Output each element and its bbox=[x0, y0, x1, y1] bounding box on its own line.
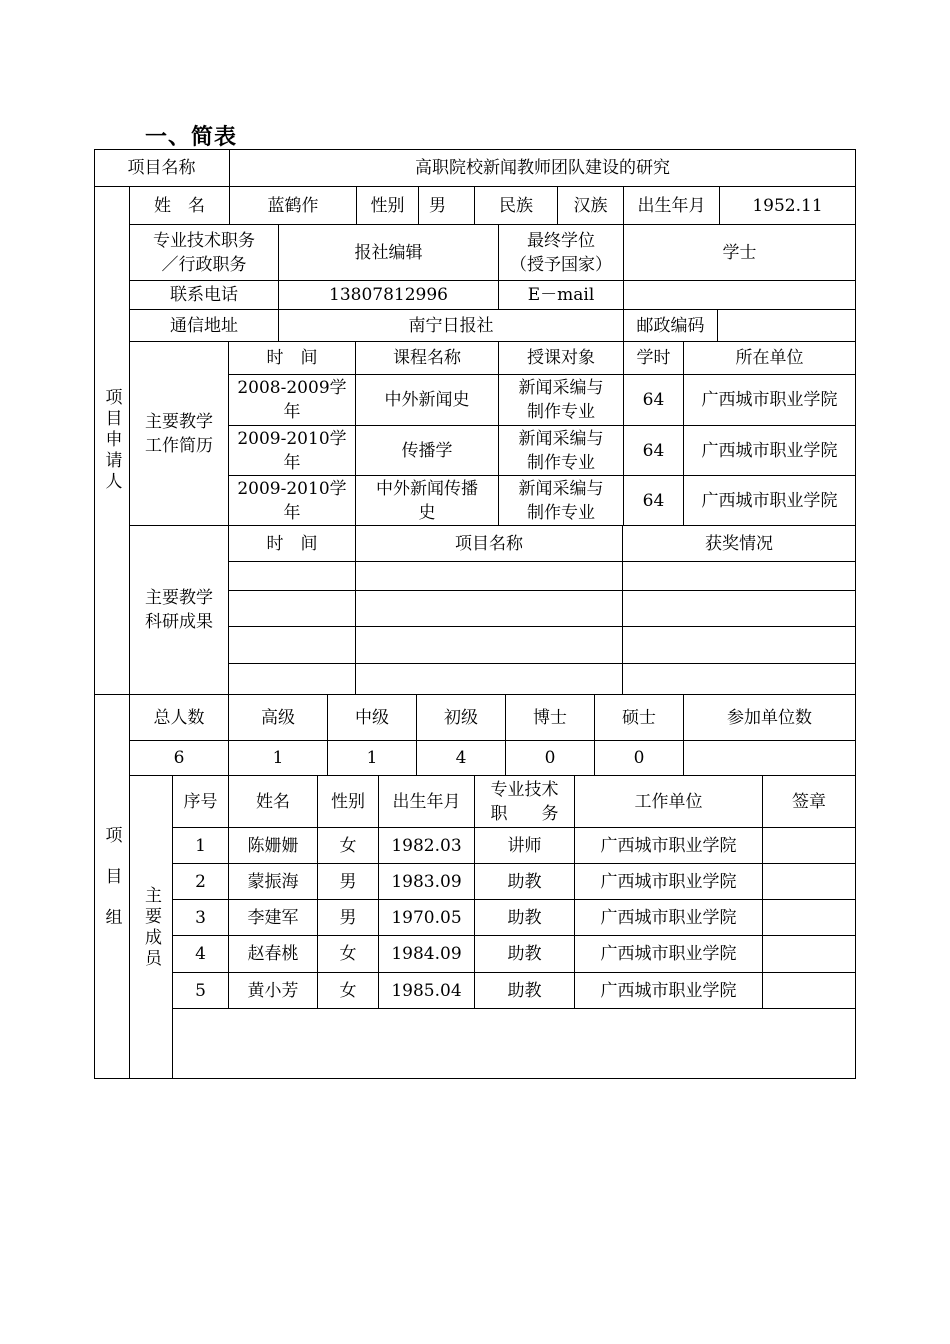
member-name: 黄小芳 bbox=[229, 973, 318, 1009]
stat-value-phd: 0 bbox=[506, 741, 595, 776]
teaching-row-target bbox=[499, 476, 624, 526]
member-sign bbox=[763, 900, 856, 936]
member-header-unit: 工作单位 bbox=[575, 776, 763, 828]
teaching-course-line1: 中外新闻传播 bbox=[376, 478, 478, 499]
teaching-course-line2: 史 bbox=[418, 502, 436, 523]
member-sign bbox=[763, 936, 856, 973]
teaching-time-line2: 年 bbox=[283, 502, 301, 523]
stat-value-intermediate: 1 bbox=[328, 741, 417, 776]
teaching-row-time bbox=[229, 426, 356, 476]
degree-label-line2: （授予国家） bbox=[510, 254, 612, 275]
member-unit: 广西城市职业学院 bbox=[575, 864, 763, 900]
member-title: 讲师 bbox=[475, 828, 575, 864]
summary-table bbox=[94, 149, 856, 1079]
teaching-target-line2: 制作专业 bbox=[527, 452, 595, 473]
section-heading: 一、简表 bbox=[145, 125, 238, 150]
member-empty-row bbox=[173, 1009, 856, 1079]
email-value bbox=[624, 281, 856, 310]
project-name-value: 高职院校新闻教师团队建设的研究 bbox=[230, 149, 856, 187]
member-title: 助教 bbox=[475, 864, 575, 900]
stat-header-units: 参加单位数 bbox=[684, 695, 856, 741]
teaching-row-course: 中外新闻史 bbox=[356, 375, 499, 426]
research-header-project: 项目名称 bbox=[356, 526, 623, 562]
member-sign bbox=[763, 828, 856, 864]
research-header-award: 获奖情况 bbox=[623, 526, 856, 562]
ethnicity-label: 民族 bbox=[475, 187, 558, 225]
teaching-row-time bbox=[229, 375, 356, 426]
stat-value-senior: 1 bbox=[229, 741, 328, 776]
teaching-time-line1: 2008-2009学 bbox=[237, 378, 347, 398]
teaching-label-line2: 工作简历 bbox=[145, 435, 213, 456]
title-label-line2: ／行政职务 bbox=[161, 254, 247, 275]
teaching-time-line1: 2009-2010学 bbox=[237, 478, 347, 499]
member-gender: 男 bbox=[318, 864, 379, 900]
gender-label: 性别 bbox=[357, 187, 419, 225]
teaching-row-hours: 64 bbox=[624, 426, 684, 476]
teaching-header-hours: 学时 bbox=[624, 342, 684, 375]
title-value: 报社编辑 bbox=[279, 225, 499, 281]
teaching-row-target bbox=[499, 426, 624, 476]
research-cell bbox=[229, 562, 356, 591]
teaching-target-line2: 制作专业 bbox=[527, 402, 595, 422]
teaching-header-course: 课程名称 bbox=[356, 342, 499, 375]
name-label: 姓 名 bbox=[130, 187, 230, 225]
member-header-no: 序号 bbox=[173, 776, 229, 828]
stat-value-units bbox=[684, 741, 856, 776]
stat-value-junior: 4 bbox=[417, 741, 506, 776]
research-header-time: 时 间 bbox=[229, 526, 356, 562]
member-birth: 1984.09 bbox=[379, 936, 475, 973]
gender-value: 男 bbox=[419, 187, 475, 225]
teaching-target-line1: 新闻采编与 bbox=[518, 428, 604, 449]
stat-header-intermediate: 中级 bbox=[328, 695, 417, 741]
member-name: 赵春桃 bbox=[229, 936, 318, 973]
teaching-history-label bbox=[130, 342, 229, 526]
member-unit: 广西城市职业学院 bbox=[575, 828, 763, 864]
research-cell bbox=[356, 591, 623, 627]
title-label bbox=[130, 225, 279, 281]
member-gender: 女 bbox=[318, 936, 379, 973]
member-birth: 1970.05 bbox=[379, 900, 475, 936]
teaching-header-unit: 所在单位 bbox=[684, 342, 856, 375]
member-title: 助教 bbox=[475, 936, 575, 973]
member-sign bbox=[763, 864, 856, 900]
member-birth: 1985.04 bbox=[379, 973, 475, 1009]
degree-value: 学士 bbox=[624, 225, 856, 281]
research-cell bbox=[623, 627, 856, 664]
title-label-line1: 专业技术职务 bbox=[153, 230, 255, 251]
teaching-row-time bbox=[229, 476, 356, 526]
teaching-row-unit: 广西城市职业学院 bbox=[684, 375, 856, 426]
member-title: 助教 bbox=[475, 900, 575, 936]
applicant-section-label bbox=[94, 187, 130, 695]
teaching-target-line2: 制作专业 bbox=[527, 502, 595, 523]
member-sign bbox=[763, 973, 856, 1009]
group-section-text: 项目组 bbox=[101, 825, 122, 949]
member-header-name: 姓名 bbox=[229, 776, 318, 828]
email-label: E－mail bbox=[499, 281, 624, 310]
member-name: 蒙振海 bbox=[229, 864, 318, 900]
member-name: 李建军 bbox=[229, 900, 318, 936]
stat-header-phd: 博士 bbox=[506, 695, 595, 741]
member-header-birth: 出生年月 bbox=[379, 776, 475, 828]
stat-value-master: 0 bbox=[595, 741, 684, 776]
teaching-time-line2: 年 bbox=[283, 402, 301, 422]
research-cell bbox=[623, 591, 856, 627]
member-no: 2 bbox=[173, 864, 229, 900]
research-cell bbox=[623, 664, 856, 695]
ethnicity-value: 汉族 bbox=[558, 187, 624, 225]
stat-header-total: 总人数 bbox=[130, 695, 229, 741]
member-title: 助教 bbox=[475, 973, 575, 1009]
member-header-title bbox=[475, 776, 575, 828]
research-cell bbox=[229, 664, 356, 695]
degree-label-line1: 最终学位 bbox=[527, 230, 595, 251]
stat-header-junior: 初级 bbox=[417, 695, 506, 741]
teaching-row-hours: 64 bbox=[624, 375, 684, 426]
member-gender: 女 bbox=[318, 973, 379, 1009]
phone-value: 13807812996 bbox=[279, 281, 499, 310]
member-no: 5 bbox=[173, 973, 229, 1009]
member-no: 4 bbox=[173, 936, 229, 973]
member-no: 1 bbox=[173, 828, 229, 864]
stat-header-master: 硕士 bbox=[595, 695, 684, 741]
teaching-row-course bbox=[356, 476, 499, 526]
degree-label bbox=[499, 225, 624, 281]
applicant-section-text: 项目申请人 bbox=[101, 388, 122, 493]
member-header-sign: 签章 bbox=[763, 776, 856, 828]
teaching-row-unit: 广西城市职业学院 bbox=[684, 426, 856, 476]
stat-header-senior: 高级 bbox=[229, 695, 328, 741]
name-value: 蓝鹤作 bbox=[230, 187, 357, 225]
teaching-row-course: 传播学 bbox=[356, 426, 499, 476]
teaching-row-target bbox=[499, 375, 624, 426]
birth-label: 出生年月 bbox=[624, 187, 720, 225]
research-cell bbox=[229, 627, 356, 664]
member-header-title-line2: 职 务 bbox=[490, 803, 559, 824]
group-section-label bbox=[94, 695, 130, 1079]
research-label-line2: 科研成果 bbox=[145, 612, 213, 632]
members-label bbox=[130, 776, 173, 1079]
member-unit: 广西城市职业学院 bbox=[575, 936, 763, 973]
address-value: 南宁日报社 bbox=[279, 310, 624, 342]
member-no: 3 bbox=[173, 900, 229, 936]
postcode-value bbox=[718, 310, 856, 342]
stat-value-total: 6 bbox=[130, 741, 229, 776]
teaching-target-line1: 新闻采编与 bbox=[518, 378, 604, 398]
member-header-title-line1: 专业技术 bbox=[490, 779, 559, 800]
member-gender: 女 bbox=[318, 828, 379, 864]
teaching-row-unit: 广西城市职业学院 bbox=[684, 476, 856, 526]
research-label-line1: 主要教学 bbox=[145, 588, 213, 608]
teaching-header-target: 授课对象 bbox=[499, 342, 624, 375]
postcode-label: 邮政编码 bbox=[624, 310, 718, 342]
research-cell bbox=[356, 627, 623, 664]
phone-label: 联系电话 bbox=[130, 281, 279, 310]
teaching-header-time: 时 间 bbox=[229, 342, 356, 375]
birth-value: 1952.11 bbox=[720, 187, 856, 225]
research-cell bbox=[356, 664, 623, 695]
member-gender: 男 bbox=[318, 900, 379, 936]
member-birth: 1982.03 bbox=[379, 828, 475, 864]
research-cell bbox=[356, 562, 623, 591]
member-header-gender: 性别 bbox=[318, 776, 379, 828]
project-name-label: 项目名称 bbox=[94, 149, 230, 187]
member-name: 陈姗姗 bbox=[229, 828, 318, 864]
research-label bbox=[130, 526, 229, 695]
teaching-target-line1: 新闻采编与 bbox=[518, 478, 604, 499]
member-unit: 广西城市职业学院 bbox=[575, 973, 763, 1009]
teaching-label-line1: 主要教学 bbox=[145, 411, 213, 432]
member-unit: 广西城市职业学院 bbox=[575, 900, 763, 936]
teaching-time-line2: 年 bbox=[283, 452, 301, 473]
address-label: 通信地址 bbox=[130, 310, 279, 342]
members-label-text: 主要成员 bbox=[141, 885, 161, 970]
teaching-time-line1: 2009-2010学 bbox=[237, 428, 347, 449]
research-cell bbox=[623, 562, 856, 591]
member-birth: 1983.09 bbox=[379, 864, 475, 900]
research-cell bbox=[229, 591, 356, 627]
teaching-row-hours: 64 bbox=[624, 476, 684, 526]
